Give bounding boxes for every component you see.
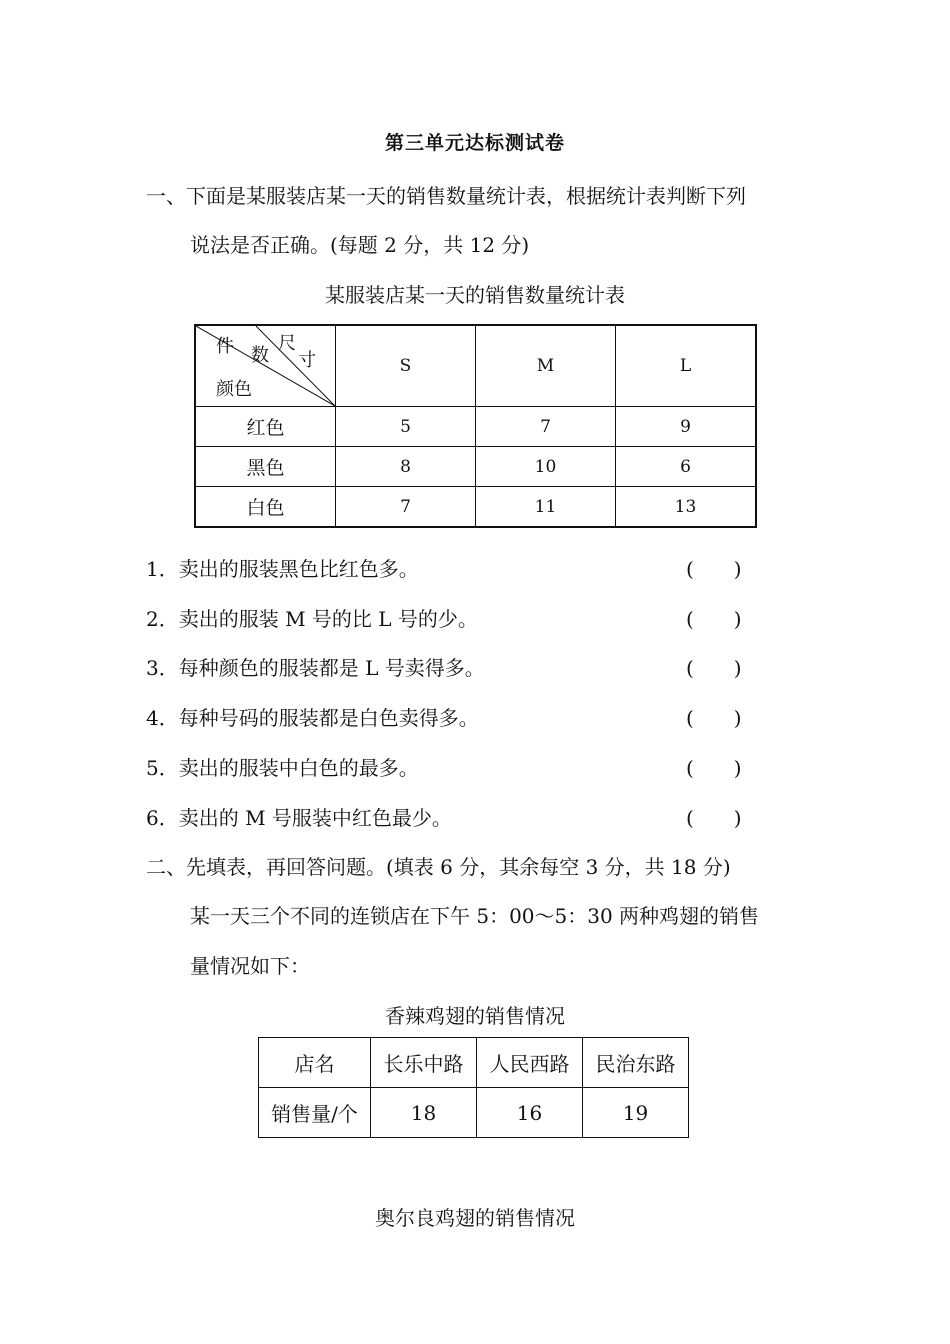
header-cell: 店名: [259, 1038, 371, 1088]
table-cell: 13: [616, 487, 757, 528]
table-corner-cell: [195, 325, 336, 407]
header-cell: 长乐中路: [371, 1038, 477, 1088]
row-label: 销售量/个: [259, 1088, 371, 1138]
table-cell: 5: [336, 407, 476, 447]
answer-bracket-5[interactable]: ( ): [686, 756, 742, 780]
answer-bracket-3[interactable]: ( ): [686, 656, 742, 680]
answer-bracket-6[interactable]: ( ): [686, 806, 742, 830]
table-cell: 9: [616, 407, 757, 447]
table-cell: 7: [336, 487, 476, 528]
table1-caption: 某服装店某一天的销售数量统计表: [325, 283, 625, 307]
column-header-s: S: [336, 325, 476, 407]
clothing-sales-table: [194, 324, 757, 528]
row-label: 白色: [195, 487, 336, 528]
answer-bracket-1[interactable]: ( ): [686, 557, 742, 581]
table-cell: 11: [476, 487, 616, 528]
question-6: 6．卖出的 M 号服装中红色最少。: [146, 806, 452, 830]
orleans-wings-caption: 奥尔良鸡翅的销售情况: [375, 1206, 575, 1230]
section2-intro-line1: 某一天三个不同的连锁店在下午 5：00～5：30 两种鸡翅的销售: [190, 904, 760, 928]
question-3: 3．每种颜色的服装都是 L 号卖得多。: [146, 656, 485, 680]
table-row: [195, 487, 756, 528]
corner-label-chi: 尺: [278, 333, 296, 354]
table-cell: 16: [477, 1088, 583, 1138]
table-cell: 19: [583, 1088, 689, 1138]
answer-bracket-2[interactable]: ( ): [686, 607, 742, 631]
section2-intro-line2: 量情况如下：: [190, 954, 310, 978]
question-5: 5．卖出的服装中白色的最多。: [146, 756, 419, 780]
corner-label-cun: 寸: [298, 350, 316, 371]
row-label: 黑色: [195, 447, 336, 487]
header-cell: 民治东路: [583, 1038, 689, 1088]
table-cell: 6: [616, 447, 757, 487]
spicy-wings-caption: 香辣鸡翅的销售情况: [385, 1004, 565, 1028]
table-cell: 8: [336, 447, 476, 487]
answer-bracket-4[interactable]: ( ): [686, 706, 742, 730]
question-4: 4．每种号码的服装都是白色卖得多。: [146, 706, 479, 730]
section2-heading: 二、先填表，再回答问题。(填表 6 分，其余每空 3 分，共 18 分): [146, 855, 731, 879]
column-header-m: M: [476, 325, 616, 407]
row-label: 红色: [195, 407, 336, 447]
corner-label-shu: 数: [251, 345, 269, 366]
section1-heading-line1: 一、下面是某服装店某一天的销售数量统计表，根据统计表判断下列: [146, 184, 746, 208]
column-header-l: L: [616, 325, 757, 407]
question-1: 1．卖出的服装黑色比红色多。: [146, 557, 419, 581]
question-2: 2．卖出的服装 M 号的比 L 号的少。: [146, 607, 478, 631]
table-cell: 10: [476, 447, 616, 487]
table-row: [195, 447, 756, 487]
corner-label-color: 颜色: [216, 379, 252, 400]
section1-heading-line2: 说法是否正确。(每题 2 分，共 12 分): [190, 233, 530, 257]
header-cell: 人民西路: [477, 1038, 583, 1088]
table-cell: 18: [371, 1088, 477, 1138]
corner-label-jian: 件: [216, 336, 234, 357]
spicy-wings-table: [258, 1037, 689, 1138]
page-title: 第三单元达标测试卷: [384, 132, 565, 154]
table-cell: 7: [476, 407, 616, 447]
table-row: [259, 1088, 689, 1138]
table-row: [259, 1038, 689, 1088]
table-row: [195, 407, 756, 447]
